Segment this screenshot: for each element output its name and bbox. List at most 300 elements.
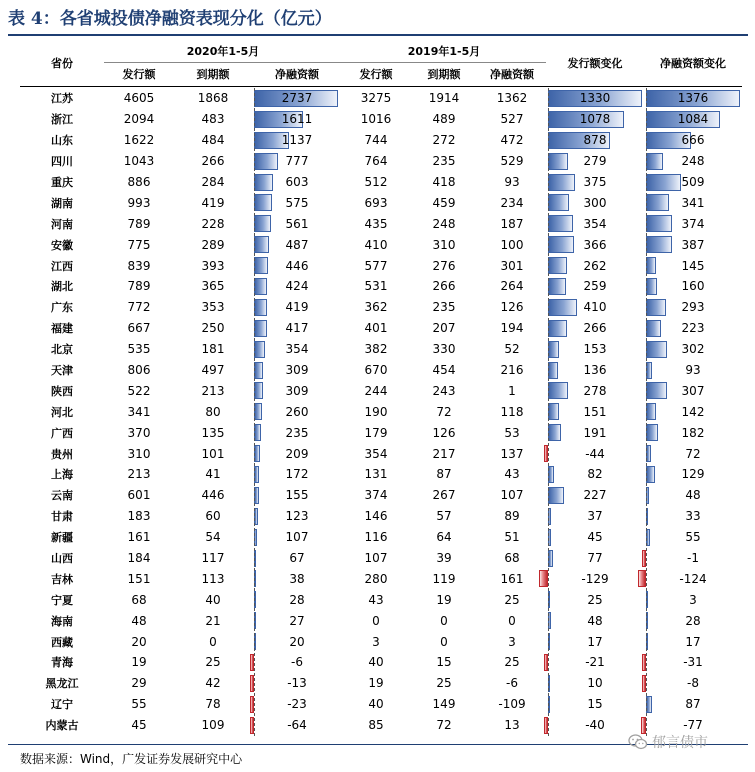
watermark-text: 郁言债市 (652, 735, 708, 751)
net-change-value: 3 (689, 592, 697, 607)
net-change-value: 33 (685, 509, 701, 524)
net-2019-cell: 529 (500, 154, 524, 169)
issue-change-value: 354 (583, 216, 607, 231)
issue-2020-cell: 310 (127, 446, 151, 461)
net-change-value: 1376 (677, 91, 709, 106)
issue-2020-cell: 535 (127, 342, 151, 357)
net-change-value: 1084 (677, 112, 709, 127)
maturity-2019-cell: 330 (432, 342, 456, 357)
maturity-2019-cell: 126 (432, 425, 456, 440)
province-cell: 海南 (51, 614, 73, 628)
net-change-value: 160 (681, 279, 705, 294)
province-cell: 贵州 (51, 447, 73, 461)
table-row (20, 443, 742, 464)
issue-2020-cell: 48 (131, 613, 147, 628)
maturity-2019-cell: 235 (432, 154, 456, 169)
province-cell: 辽宁 (51, 698, 73, 712)
net-2019-cell: 187 (500, 216, 524, 231)
province-cell: 山西 (51, 552, 73, 566)
maturity-2019-cell: 243 (432, 383, 456, 398)
net-2019-cell: 53 (504, 425, 520, 440)
issue-change-value: 410 (583, 300, 607, 315)
maturity-2019-cell: 276 (432, 258, 456, 273)
issue-2020-cell: 993 (127, 195, 151, 210)
table-body (20, 88, 742, 736)
issue-change-value: 1078 (579, 112, 611, 127)
province-cell: 青海 (51, 656, 73, 670)
maturity-2020-cell: 365 (201, 279, 225, 294)
issue-2020-cell: 68 (131, 592, 147, 607)
province-cell: 北京 (51, 343, 73, 357)
maturity-2020-cell: 266 (201, 154, 225, 169)
header-issue-change: 发行额变化 (567, 57, 623, 70)
net-change-value: -8 (687, 676, 699, 691)
issue-change-value: 136 (583, 363, 607, 378)
maturity-2019-cell: 119 (432, 571, 456, 586)
issue-2020-cell: 789 (127, 279, 151, 294)
net-2019-cell: 216 (500, 363, 524, 378)
issue-2020-cell: 183 (127, 509, 151, 524)
maturity-2020-cell: 42 (205, 676, 221, 691)
net-2019-cell: 264 (500, 279, 524, 294)
province-cell: 内蒙古 (45, 719, 79, 733)
table-row (20, 151, 742, 172)
province-cell: 湖北 (51, 280, 73, 294)
header-2019-net: 净融资额 (490, 68, 534, 81)
issue-2020-cell: 213 (127, 467, 151, 482)
net-2020-value: 27 (289, 613, 305, 628)
net-2020-value: 446 (285, 258, 309, 273)
maturity-2020-cell: 284 (201, 175, 225, 189)
issue-2019-cell: 670 (364, 363, 388, 378)
net-2019-cell: 51 (504, 530, 520, 545)
maturity-2020-cell: 289 (201, 237, 225, 252)
net-change-value: 129 (681, 467, 705, 482)
net-2019-cell: 161 (500, 571, 524, 586)
net-change-value: 145 (681, 258, 705, 273)
header-2020-group: 2020年1-5月 (186, 45, 260, 58)
net-2019-cell: 126 (500, 300, 524, 315)
province-cell: 陕西 (51, 384, 73, 398)
issue-2020-cell: 45 (131, 718, 147, 733)
province-cell: 四川 (51, 155, 73, 169)
net-2020-value: 487 (285, 237, 309, 252)
table-row (20, 360, 742, 381)
maturity-2020-cell: 135 (201, 425, 225, 440)
net-2019-cell: 527 (500, 112, 524, 127)
issue-change-axis (548, 88, 549, 736)
maturity-2019-cell: 0 (440, 634, 448, 649)
issue-change-value: 262 (583, 258, 607, 273)
issue-change-value: 278 (583, 383, 607, 398)
issue-change-value: 15 (587, 697, 603, 712)
maturity-2020-cell: 446 (201, 488, 225, 503)
maturity-2020-cell: 0 (209, 634, 217, 649)
table-row (20, 631, 742, 652)
maturity-2019-cell: 64 (436, 530, 452, 545)
maturity-2020-cell: 78 (205, 697, 221, 712)
maturity-2020-cell: 54 (205, 530, 221, 545)
net-2020-value: 38 (289, 571, 305, 586)
issue-2020-cell: 29 (131, 676, 147, 691)
net-2019-cell: 68 (504, 551, 520, 566)
net-change-value: 293 (681, 300, 705, 315)
issue-2020-cell: 1622 (123, 133, 155, 148)
maturity-2020-cell: 393 (201, 258, 225, 273)
province-cell: 吉林 (51, 572, 73, 586)
net-2019-cell: 3 (508, 634, 516, 649)
issue-2019-cell: 146 (364, 509, 388, 524)
issue-2019-cell: 280 (364, 571, 388, 586)
issue-change-value: 17 (587, 634, 603, 649)
issue-change-value: 375 (583, 175, 607, 189)
table-row (20, 339, 742, 360)
maturity-2019-cell: 489 (432, 112, 456, 127)
maturity-2020-cell: 419 (201, 195, 225, 210)
province-cell: 江西 (51, 259, 73, 273)
net-2020-value: 309 (285, 383, 309, 398)
maturity-2019-cell: 217 (432, 446, 456, 461)
table-row (20, 130, 742, 151)
table-row (20, 297, 742, 318)
table-row (20, 673, 742, 694)
net-2020-value: 603 (285, 175, 309, 189)
net-change-axis (646, 88, 647, 736)
province-cell: 黑龙江 (45, 677, 79, 691)
net-2019-cell: 1362 (496, 91, 528, 106)
province-cell: 安徽 (51, 238, 73, 252)
province-cell: 上海 (51, 468, 73, 482)
issue-2019-cell: 43 (368, 592, 384, 607)
issue-change-value: 10 (587, 676, 603, 691)
maturity-2019-cell: 207 (432, 321, 456, 336)
maturity-2019-cell: 72 (436, 404, 452, 419)
table-row (20, 109, 742, 130)
issue-2019-cell: 3275 (360, 91, 392, 106)
watermark-logo (628, 732, 708, 752)
issue-2019-cell: 244 (364, 383, 388, 398)
maturity-2020-cell: 117 (201, 551, 225, 566)
province-cell: 宁夏 (51, 593, 73, 607)
table-row (20, 255, 742, 276)
net-2020-value: 155 (285, 488, 309, 503)
table-row (20, 694, 742, 715)
net-2019-cell: 43 (504, 467, 520, 482)
issue-2019-cell: 3 (372, 634, 380, 649)
issue-2019-cell: 744 (364, 133, 388, 148)
issue-2019-cell: 107 (364, 551, 388, 566)
maturity-2019-cell: 25 (436, 676, 452, 691)
net-2020-value: 354 (285, 342, 309, 357)
issue-2020-cell: 370 (127, 425, 151, 440)
net-2020-value: -6 (291, 655, 303, 670)
issue-2020-cell: 886 (127, 175, 151, 189)
issue-change-value: 878 (583, 133, 607, 148)
maturity-2019-cell: 459 (432, 195, 456, 210)
issue-2020-cell: 1043 (123, 154, 155, 169)
table-header (20, 40, 742, 86)
header-2020-net: 净融资额 (275, 68, 319, 81)
source-note: 数据来源：Wind，广发证券发展研究中心 (20, 752, 243, 766)
maturity-2020-cell: 497 (201, 363, 225, 378)
issue-change-value: -44 (585, 446, 605, 461)
issue-change-value: 45 (587, 530, 603, 545)
issue-2020-cell: 341 (127, 404, 151, 419)
issue-2019-cell: 0 (372, 613, 380, 628)
net-2020-value: 419 (285, 300, 309, 315)
net-2019-cell: -109 (498, 697, 526, 712)
net-change-value: 307 (681, 383, 705, 398)
province-cell: 重庆 (51, 176, 73, 189)
issue-change-value: 366 (583, 237, 607, 252)
net-2019-cell: 301 (500, 258, 524, 273)
issue-change-value: 227 (583, 488, 607, 503)
table-row (20, 464, 742, 485)
header-2020-issue: 发行额 (122, 68, 156, 81)
issue-change-value: 266 (583, 321, 607, 336)
province-cell: 新疆 (51, 531, 73, 545)
maturity-2020-cell: 484 (201, 133, 225, 148)
maturity-2019-cell: 72 (436, 718, 452, 733)
net-change-value: -77 (683, 718, 703, 733)
net-change-value: -1 (687, 551, 699, 566)
issue-change-value: 279 (583, 154, 607, 169)
maturity-2020-cell: 181 (201, 342, 225, 357)
province-cell: 浙江 (51, 113, 73, 127)
table-row (20, 234, 742, 255)
table-row (20, 610, 742, 631)
net-2020-value: 209 (285, 446, 309, 461)
issue-2019-cell: 362 (364, 300, 388, 315)
issue-change-value: 151 (583, 404, 607, 419)
net-change-value: 87 (685, 697, 701, 712)
table-row (20, 276, 742, 297)
net-change-value: 374 (681, 216, 705, 231)
maturity-2019-cell: 87 (436, 467, 452, 482)
net-2019-cell: 100 (500, 237, 524, 252)
net-2020-value: 20 (289, 634, 305, 649)
net-2019-cell: 107 (500, 488, 524, 503)
net-change-value: 666 (681, 133, 705, 148)
net-change-value: 341 (681, 195, 705, 210)
net-change-value: 28 (685, 613, 701, 628)
issue-change-value: 191 (583, 425, 607, 440)
maturity-2019-cell: 248 (432, 216, 456, 231)
net-2020-value: -64 (287, 718, 307, 733)
net-2019-cell: 0 (508, 613, 516, 628)
net-2019-cell: 194 (500, 321, 524, 336)
net-change-value: 72 (685, 446, 701, 461)
net-2019-cell: -6 (506, 676, 518, 691)
net-2019-cell: 89 (504, 509, 520, 524)
maturity-2020-cell: 113 (201, 571, 225, 586)
issue-2019-cell: 435 (364, 216, 388, 231)
header-province: 省份 (51, 57, 73, 70)
maturity-2020-cell: 353 (201, 300, 225, 315)
maturity-2019-cell: 267 (432, 488, 456, 503)
net-2020-value: 309 (285, 363, 309, 378)
issue-2019-cell: 382 (364, 342, 388, 357)
issue-2019-cell: 116 (364, 530, 388, 545)
table-row (20, 318, 742, 339)
maturity-2019-cell: 39 (436, 551, 452, 566)
issue-2019-cell: 374 (364, 488, 388, 503)
net-change-value: 387 (681, 237, 705, 252)
issue-2020-cell: 20 (131, 634, 147, 649)
net-change-value: 48 (685, 488, 701, 503)
issue-2019-cell: 577 (364, 258, 388, 273)
issue-2020-cell: 806 (127, 363, 151, 378)
net-change-value: -31 (683, 655, 703, 670)
issue-2019-cell: 131 (364, 467, 388, 482)
net-change-value: 223 (681, 321, 705, 336)
maturity-2019-cell: 418 (432, 175, 456, 189)
table-row (20, 380, 742, 401)
issue-2019-cell: 1016 (360, 112, 392, 127)
net-2019-cell: 137 (500, 446, 524, 461)
maturity-2020-cell: 40 (205, 592, 221, 607)
net-change-value: 248 (681, 154, 705, 169)
maturity-2020-cell: 41 (205, 467, 221, 482)
issue-2019-cell: 401 (364, 321, 388, 336)
issue-2020-cell: 2094 (123, 112, 155, 127)
net-2020-value: -13 (287, 676, 307, 691)
header-2019-group: 2019年1-5月 (407, 45, 481, 58)
maturity-2019-cell: 266 (432, 279, 456, 294)
issue-2019-cell: 40 (368, 655, 384, 670)
maturity-2019-cell: 0 (440, 613, 448, 628)
issue-change-value: 300 (583, 195, 607, 210)
net-change-value: 182 (681, 425, 705, 440)
net-2020-value: 561 (285, 216, 309, 231)
net-2020-value: 1137 (281, 133, 313, 148)
net-2020-value: 417 (285, 321, 309, 336)
issue-2019-cell: 40 (368, 697, 384, 712)
maturity-2020-cell: 250 (201, 321, 225, 336)
net-2020-value: 235 (285, 425, 309, 440)
issue-2020-cell: 789 (127, 216, 151, 231)
title-rule (8, 34, 748, 36)
province-cell: 广东 (51, 301, 73, 315)
net-2019-cell: 13 (504, 718, 520, 733)
issue-2019-cell: 764 (364, 154, 388, 169)
province-cell: 云南 (51, 489, 73, 503)
net-2020-value: 260 (285, 404, 309, 419)
maturity-2020-cell: 1868 (197, 91, 229, 106)
maturity-2020-cell: 213 (201, 383, 225, 398)
maturity-2019-cell: 272 (432, 133, 456, 148)
net-change-value: 302 (681, 342, 705, 357)
province-cell: 福建 (51, 322, 73, 336)
table-row (20, 548, 742, 569)
issue-2020-cell: 839 (127, 258, 151, 273)
province-cell: 江苏 (51, 92, 73, 106)
province-cell: 广西 (51, 426, 73, 440)
table-row (20, 568, 742, 589)
issue-2020-cell: 19 (131, 655, 147, 670)
net-change-value: 17 (685, 634, 701, 649)
header-net-change: 净融资额变化 (660, 57, 726, 70)
net-2019-cell: 234 (500, 195, 524, 210)
issue-2019-cell: 179 (364, 425, 388, 440)
net-2019-cell: 93 (504, 175, 520, 189)
net-2019-cell: 25 (504, 655, 520, 670)
net-2020-value: 67 (289, 551, 305, 566)
net-2020-axis (254, 88, 255, 736)
issue-2019-cell: 693 (364, 195, 388, 210)
issue-change-value: 77 (587, 551, 603, 566)
net-change-value: 509 (681, 175, 705, 189)
header-rule (20, 86, 742, 87)
issue-change-value: 82 (587, 467, 603, 482)
maturity-2019-cell: 310 (432, 237, 456, 252)
maturity-2020-cell: 228 (201, 216, 225, 231)
maturity-2020-cell: 21 (205, 613, 221, 628)
net-2020-value: 107 (285, 530, 309, 545)
net-2020-value: 575 (285, 195, 309, 210)
issue-2020-cell: 184 (127, 551, 151, 566)
issue-2019-cell: 410 (364, 237, 388, 252)
issue-change-value: -129 (581, 571, 609, 586)
maturity-2019-cell: 19 (436, 592, 452, 607)
table-row (20, 422, 742, 443)
net-2020-value: 2737 (281, 91, 313, 106)
header-2020-maturity: 到期额 (196, 68, 230, 81)
header-2019-maturity: 到期额 (427, 68, 461, 81)
table-row (20, 88, 742, 109)
issue-change-value: 37 (587, 509, 603, 524)
table-row (20, 485, 742, 506)
issue-2020-cell: 4605 (123, 91, 155, 106)
net-2020-value: 777 (285, 154, 309, 169)
table-row (20, 652, 742, 673)
issue-2020-cell: 775 (127, 237, 151, 252)
net-2020-value: 28 (289, 592, 305, 607)
issue-2019-cell: 512 (364, 175, 388, 189)
table-row (20, 192, 742, 213)
table-row (20, 401, 742, 422)
maturity-2019-cell: 149 (432, 697, 456, 712)
table-row (20, 172, 742, 193)
table-row (20, 213, 742, 234)
issue-2020-cell: 151 (127, 571, 151, 586)
net-2019-cell: 472 (500, 133, 524, 148)
province-cell: 河南 (51, 217, 73, 231)
issue-2020-cell: 667 (127, 321, 151, 336)
net-2020-value: 123 (285, 509, 309, 524)
issue-2020-cell: 772 (127, 300, 151, 315)
maturity-2020-cell: 25 (205, 655, 221, 670)
net-2019-cell: 25 (504, 592, 520, 607)
issue-change-value: -21 (585, 655, 605, 670)
issue-2019-cell: 19 (368, 676, 384, 691)
net-change-value: 55 (685, 530, 701, 545)
net-change-value: 93 (685, 363, 701, 378)
wechat-icon (628, 734, 648, 750)
maturity-2020-cell: 80 (205, 404, 221, 419)
net-2019-cell: 118 (500, 404, 524, 419)
net-2020-value: 1611 (281, 112, 313, 127)
issue-change-value: -40 (585, 718, 605, 733)
issue-change-value: 153 (583, 342, 607, 357)
issue-change-value: 259 (583, 279, 607, 294)
issue-2020-cell: 522 (127, 383, 151, 398)
province-cell: 河北 (51, 405, 73, 419)
net-change-value: 142 (681, 404, 705, 419)
province-cell: 甘肃 (51, 510, 73, 524)
maturity-2019-cell: 57 (436, 509, 452, 524)
maturity-2020-cell: 60 (205, 509, 221, 524)
